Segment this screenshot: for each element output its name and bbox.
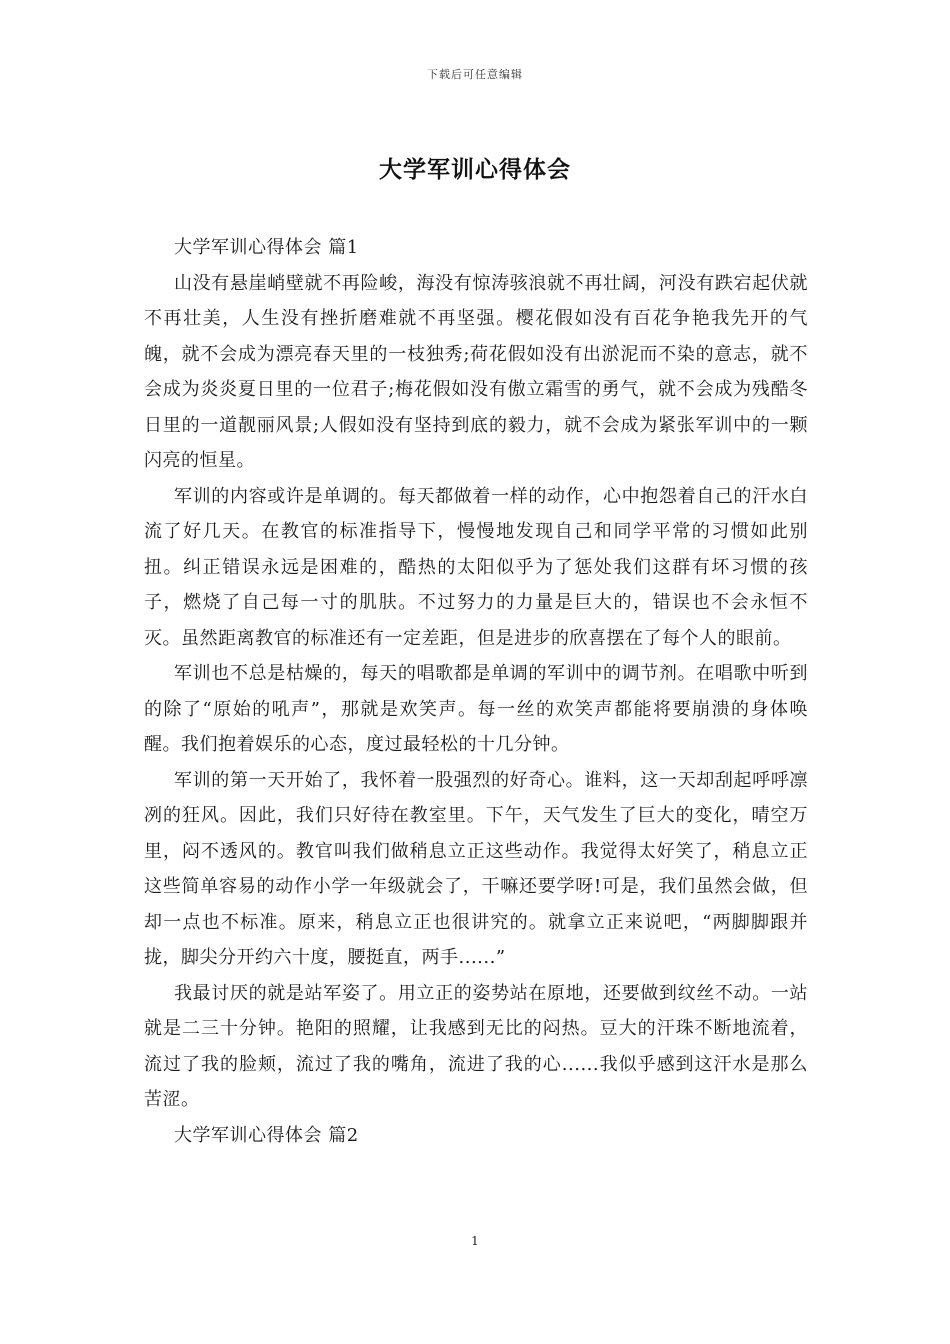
- page-number: 1: [471, 1234, 479, 1248]
- paragraph: 军训也不总是枯燥的，每天的唱歌都是单调的军训中的调节剂。在唱歌中听到的除了“原始的吼声”，那就是欢笑声。每一丝的欢笑声都能将要崩溃的身体唤醒。我们抱着娱乐的心态，度过最轻松的十几分钟。: [144, 663, 808, 755]
- section-heading-2: 大学军训心得体会 篇2: [174, 1124, 359, 1146]
- header-note: 下载后可任意编辑: [427, 68, 523, 81]
- paragraph: 山没有悬崖峭壁就不再险峻，海没有惊涛骇浪就不再壮阔，河没有跌宕起伏就不再壮美，人生没有挫折磨难就不再坚强。樱花假如没有百花争艳我先开的气魄，就不会成为漂亮春天里的一枝独秀;荷花假如没有出淤泥而不染的意志，就不会成为炎炎夏日里的一位君子;梅花假如没有傲立霜雪的勇气，就不会成为残酷冬日里的一道靓丽风景;人假如没有坚持到底的毅力，就不会成为紧张军训中的一颗闪亮的恒星。: [144, 272, 808, 471]
- paragraph: 我最讨厌的就是站军姿了。用立正的姿势站在原地，还要做到纹丝不动。一站就是二三十分钟。艳阳的照耀，让我感到无比的闷热。豆大的汗珠不断地流着，流过了我的脸颊，流过了我的嘴角，流进了我的心......我似乎感到这汗水是那么苦涩。: [144, 982, 808, 1110]
- paragraph: 军训的内容或许是单调的。每天都做着一样的动作，心中抱怨着自己的汗水白流了好几天。在教官的标准指导下，慢慢地发现自己和同学平常的习惯如此别扭。纠正错误永远是困难的，酷热的太阳似乎为了惩处我们这群有坏习惯的孩子，燃烧了自己每一寸的肌肤。不过努力的力量是巨大的，错误也不会永恒不灭。虽然距离教官的标准还有一定差距，但是进步的欣喜摆在了每个人的眼前。: [144, 485, 808, 649]
- document-body: [144, 230, 808, 1153]
- document-title: 大学军训心得体会: [379, 157, 571, 183]
- paragraph: 军训的第一天开始了，我怀着一股强烈的好奇心。谁料，这一天却刮起呼呼凛冽的狂风。因此，我们只好待在教室里。下午，天气发生了巨大的变化，晴空万里，闷不透风的。教官叫我们做稍息立正这些动作。我觉得太好笑了，稍息立正这些简单容易的动作小学一年级就会了，干嘛还要学呀!可是，我们虽然会做，但却一点也不标准。原来，稍息立正也很讲究的。就拿立正来说吧，“两脚脚跟并拢，脚尖分开约六十度，腰挺直，两手......”: [144, 769, 808, 968]
- section-heading-1: 大学军训心得体会 篇1: [174, 237, 359, 258]
